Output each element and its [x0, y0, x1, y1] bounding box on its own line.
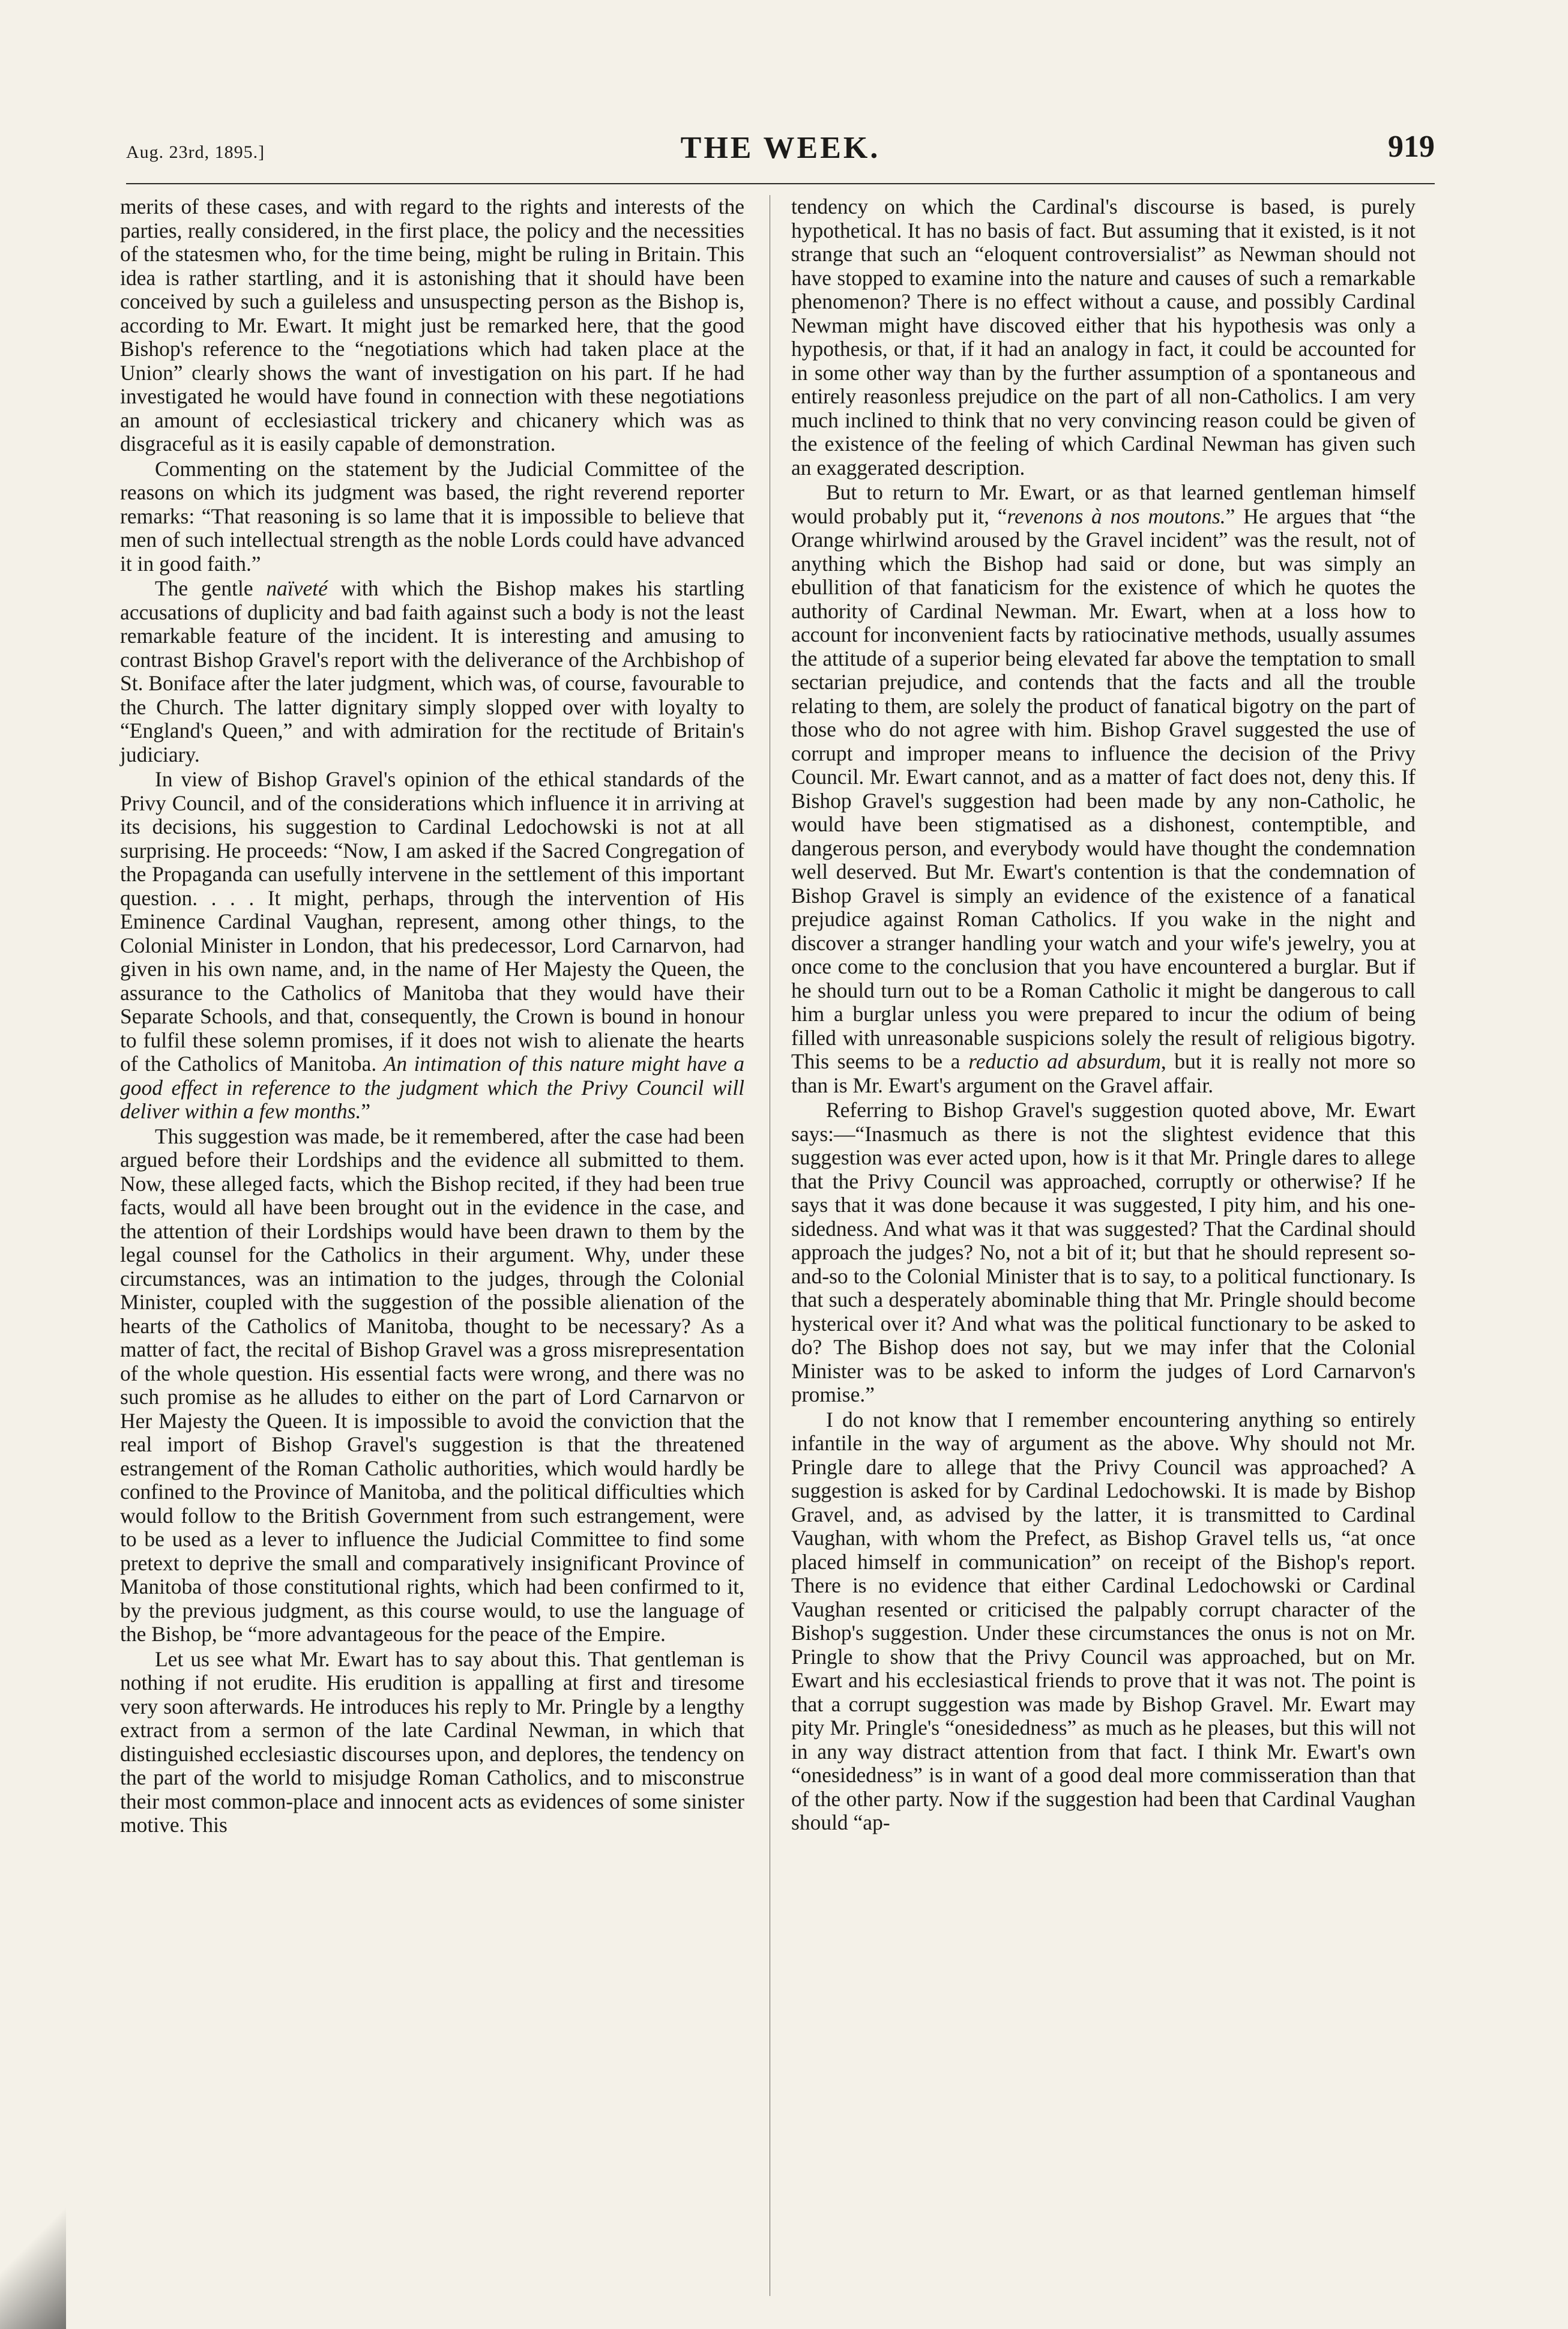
text-run: ”	[361, 1099, 371, 1123]
paragraph: This suggestion was made, be it remembered, after the case had been argued before their Lordships and the evidence all submitted to them. Now, these alleged facts, which the Bishop recited, if they had been true facts, would all have been brought out in the evidence in the case, and the attention of their Lordships would have been drawn to them by the legal counsel for the Catholics in their argument. Why, under these circumstances, was an intimation to the judges, through the Colonial Minister, coupled with the suggestion of the possible alienation of the hearts of the Catholics of Manitoba, thought to be necessary? As a matter of fact, the recital of Bishop Gravel was a gross misrepresentation of the whole question. His essential facts were wrong, and there was no such promise as he alludes to either on the part of Lord Carnarvon or Her Majesty the Queen. It is impossible to avoid the conviction that the real import of Bishop Gravel's suggestion is that the threatened estrangement of the Roman Catholic authorities, which would hardly be confined to the Province of Manitoba, and the political difficulties which would follow to the British Government from such estrangement, were to be used as a lever to influence the Judicial Committee to find some pretext to deprive the small and comparatively insignificant Province of Manitoba of those constitutional rights, which had been confirmed to it, by the previous judgment, as this course would, to use the language of the Bishop, be “more advantageous for the peace of the Empire.	[120, 1124, 744, 1646]
left-column	[120, 195, 744, 1837]
right-column	[791, 195, 1416, 1835]
italic-text: revenons à nos moutons.	[1007, 504, 1226, 528]
text-run: The gentle	[155, 576, 267, 600]
paragraph: merits of these cases, and with regard to the rights and interests of the parties, really considered, in the first place, the policy and the necessities of the statesmen who, for the time being, might be ruling in Britain. This idea is rather startling, and it is astonishing that it should have been conceived by such a guileless and unsuspecting person as the Bishop is, according to Mr. Ewart. It might just be remarked here, that the good Bishop's reference to the “negotiations which had taken place at the Union” clearly shows the want of investigation on his part. If he had investigated he would have found in connection with these negotiations an amount of ecclesiastical trickery and chicanery which was as disgraceful as it is easily capable of demonstration.	[120, 194, 744, 456]
paragraph: Referring to Bishop Gravel's suggestion quoted above, Mr. Ewart says:—“Inasmuch as there is not the slightest evidence that this suggestion was ever acted upon, how is it that Mr. Pringle dares to allege that the Privy Council was approached, corruptly or otherwise? If he says that it was done because it was suggested, I pity him, and his one-sidedness. And what was it that was suggested? That the Cardinal should approach the judges? No, not a bit of it; but that he should represent so-and-so to the Colonial Minister that is to say, to a political functionary. Is that such a desperately abominable thing that Mr. Pringle should become hysterical over it? And what was the political functionary to be asked to do? The Bishop does not say, but we may infer that the Colonial Minister was to be asked to inform the judges of Lord Carnarvon's promise.”	[791, 1098, 1416, 1406]
page-corner-shadow	[0, 2191, 66, 2329]
paragraph	[120, 768, 744, 1124]
italic-text: naïveté	[266, 576, 328, 600]
italic-text: An intimation of this nature might have a good effect in reference to the judgment which the Privy Council will deliver within a few months.	[120, 1052, 744, 1123]
italic-text: reductio ad absurdum	[968, 1049, 1161, 1073]
paragraph: Let us see what Mr. Ewart has to say about this. That gentleman is nothing if not erudite. His erudition is appalling at first and tiresome very soon afterwards. He introduces his reply to Mr. Pringle by a lengthy extract from a sermon of the late Cardinal Newman, in which that distinguished ecclesiastic discourses upon, and deplores, the tendency on the part of the world to misjudge Roman Catholics, and to misconstrue their most common-place and innocent acts as evidences of some sinister motive. This	[120, 1647, 744, 1837]
page-number: 919	[1388, 130, 1435, 164]
paragraph	[791, 481, 1416, 1097]
paragraph: tendency on which the Cardinal's discourse is based, is purely hypothetical. It has no basis of fact. But assuming that it existed, is it not strange that such an “eloquent controversialist” as Newman should not have stopped to examine into the nature and causes of such a remarkable phenomenon? There is no effect without a cause, and possibly Cardinal Newman might have discoved either that his hypothesis was only a hypothesis, or that, if it had an analogy in fact, it could be accounted for in some other way than by the further assumption of a spontaneous and entirely reasonless prejudice on the part of all non-Catholics. I am very much inclined to think that no very convincing reason could be given of the existence of the feeling of which Cardinal Newman has given such an exaggerated description.	[791, 194, 1416, 480]
header-rule	[126, 183, 1435, 184]
paragraph: I do not know that I remember encountering anything so entirely infantile in the way of argument as the above. Why should not Mr. Pringle dare to allege that the Privy Council was approached? A suggestion is asked for by Cardinal Ledochowski. It is made by Bishop Gravel, and, as advised by the latter, it is transmitted to Cardinal Vaughan, with whom the Prefect, as Bishop Gravel tells us, “at once placed himself in communication” on receipt of the Bishop's report. There is no evidence that either Cardinal Ledochowski or Cardinal Vaughan resented or criticised the palpably corrupt character of the Bishop's suggestion. Under these circumstances the onus is not on Mr. Pringle to show that the Privy Council was approached, but on Mr. Ewart and his ecclesiastical friends to prove that it was not. The point is that a corrupt suggestion was made by Bishop Gravel. Mr. Ewart may pity Mr. Pringle's “onesidedness” as much as he pleases, but this will not in any way distract attention from that fact. I think Mr. Ewart's own “onesidedness” is in want of a good deal more commisseration than that of the other party. Now if the suggestion had been that Cardinal Vaughan should “ap-	[791, 1407, 1416, 1834]
paragraph	[120, 577, 744, 767]
text-run: But to return to Mr. Ewart, or as that learned gentleman himself would probably put it, “	[791, 480, 1416, 528]
text-run: with which the Bishop makes his startling accusations of duplicity and bad faith against such a body is not the least remarkable feature of the incident. It is interesting and amusing to contrast Bishop Gravel's report with the deliverance of the Archbishop of St. Boniface after the later judgment, which was, of course, favourable to the Church. The latter dignitary simply slopped over with loyalty to “England's Queen,” and with admiration for the rectitude of Britain's judiciary.	[120, 576, 745, 767]
page-header	[126, 123, 1435, 177]
issue-date: Aug. 23rd, 1895.]	[126, 142, 265, 162]
text-run: In view of Bishop Gravel's opinion of the ethical standards of the Privy Council, and of the considerations which influence it in arriving at its decisions, his suggestion to Cardinal Ledochowski is not at all surprising. He proceeds: “Now, I am asked if the Sacred Congregation of the Propaganda can usefully intervene in the settlement of this important question. . . . It might, perhaps, through the intervention of His Eminence Cardinal Vaughan, represent, among other things, to the Colonial Minister in London, that his predecessor, Lord Carnarvon, had given in his own name, and, in the name of Her Majesty the Queen, the assurance to the Catholics of Manitoba that they would have their Separate Schools, and that, consequently, the Crown is bound in honour to fulfil these solemn promises, if it does not wish to alienate the hearts of the Catholics of Manitoba.	[120, 767, 744, 1076]
text-run: ” He argues that “the Orange whirlwind aroused by the Gravel incident” was the result, not of anything which the Bishop had said or done, but was simply an ebullition of that fanaticism for the existence of which he quotes the authority of Cardinal Newman. Mr. Ewart, when at a loss how to account for inconvenient facts by ratiocinative methods, usually assumes the attitude of a superior being elevated far above the temptation to small sectarian prejudice, and contends that the facts and all the trouble relating to them, are solely the product of fanatical bigotry on the part of those who do not agree with him. Bishop Gravel suggested the use of corrupt and improper means to influence the decision of the Privy Council. Mr. Ewart cannot, and as a matter of fact does not, deny this. If Bishop Gravel's suggestion had been made by any non-Catholic, he would have been stigmatised as a dishonest, contemptible, and dangerous person, and everybody would have thought the condemnation well deserved. But Mr. Ewart's contention is that the condemnation of Bishop Gravel is simply an evidence of the existence of a fanatical prejudice against Roman Catholics. If you wake in the night and discover a stranger handling your watch and your wife's jewelry, you at once come to the conclusion that you have encountered a burglar. But if he should turn out to be a Roman Catholic it might be dangerous to call him a burglar unless you were prepared to incur the odium of being filled with unreasonable suspicions solely the result of religious bigotry. This seems to be a	[791, 504, 1416, 1073]
paragraph: Commenting on the statement by the Judicial Committee of the reasons on which its judgment was based, the right reverend reporter remarks: “That reasoning is so lame that it is impossible to believe that men of such intellectual strength as the noble Lords could have advanced it in good faith.”	[120, 456, 745, 576]
publication-title: THE WEEK.	[680, 131, 881, 165]
text-run: , but it is really not more so than is Mr. Ewart's argument on the Gravel affair.	[791, 1049, 1416, 1097]
